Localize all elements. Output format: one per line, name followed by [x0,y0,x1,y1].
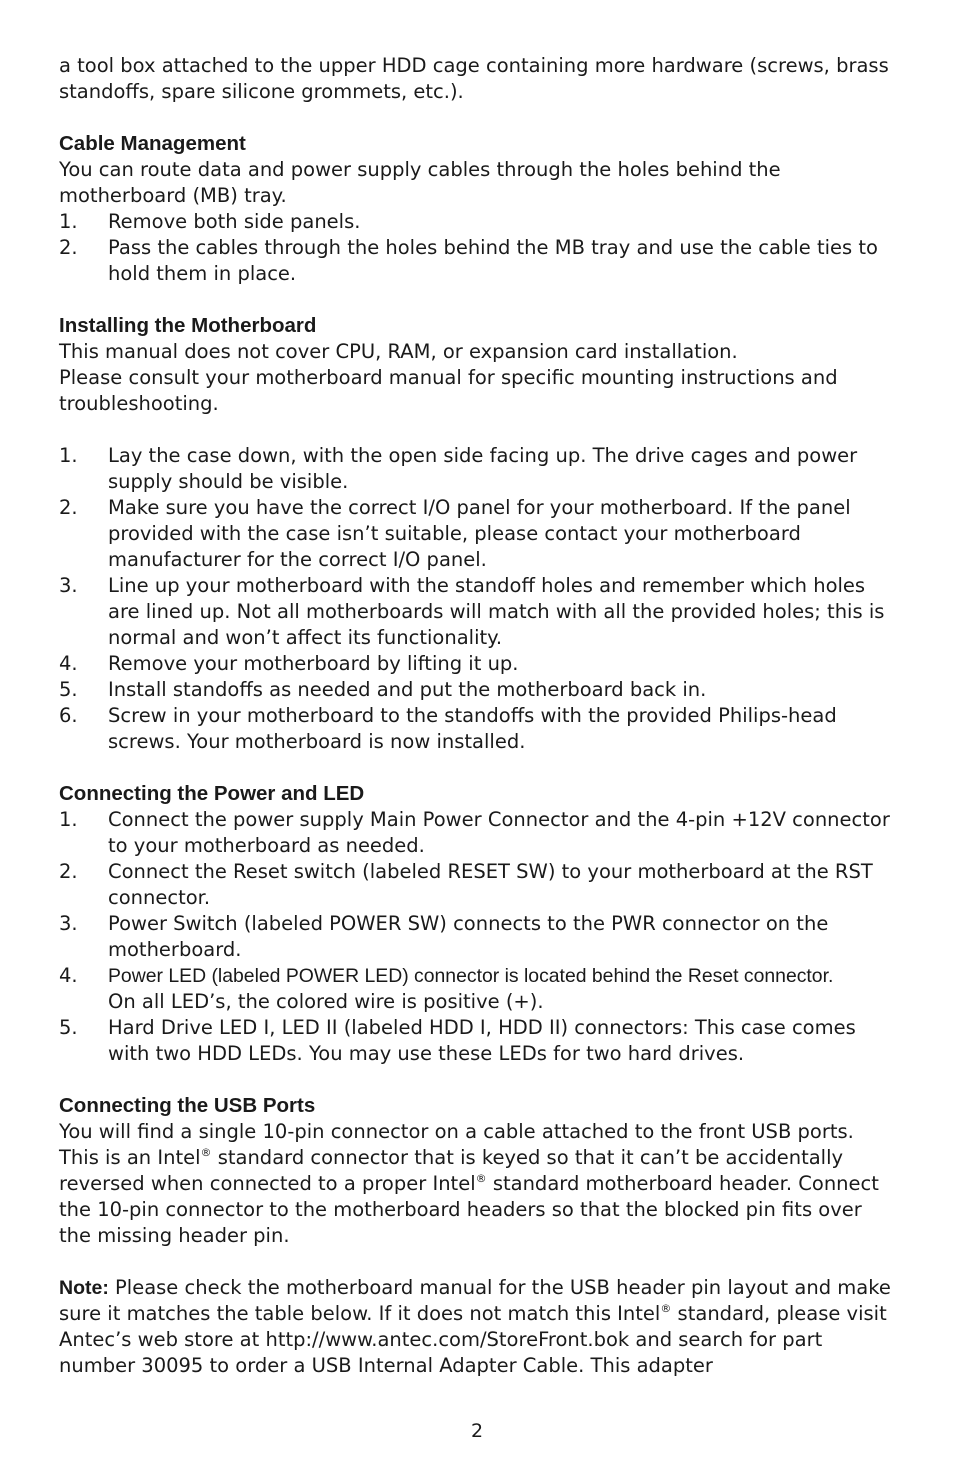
step-text: Remove both side panels. [108,210,361,233]
usb-paragraph: You will find a single 10-pin connector on a cable attached to the front USB ports. This is an Intel® standard connector that is keyed so that it can’t be accidentally reversed when connected to a proper Intel® standard motherboard header. Connect the 10-pin connector to the motherboard headers so that the blocked pin fits over the missing header pin. [59,1120,879,1247]
step-text: Make sure you have the correct I/O panel for your motherboard. If the panel provided with the case isn’t suitable, please contact your motherboard manufacturer for the correct I/O panel. [108,496,851,571]
cable-management-steps [59,209,899,287]
step-number: 2. [59,236,78,259]
usb-note: Note: Please check the motherboard manual for the USB header pin layout and make sure it matches the table below. If it does not match this Intel® standard, please visit Antec’s web store at http://www.antec.com/StoreFront.bok and search for part number 30095 to order a USB Internal Adapter Cable. This adapter [59,1276,891,1377]
cable-management-text: You can route data and power supply cables through the holes behind the motherboard (MB) tray. [59,158,781,207]
step-text: Screw in your motherboard to the standoffs with the provided Philips-head screws. Your motherboard is now installed. [108,704,837,753]
list-item [59,963,899,1015]
list-item [59,443,899,495]
registered-mark: ® [660,1302,672,1315]
step-number: 1. [59,210,78,233]
step-number: 1. [59,444,78,467]
step-number: 4. [59,964,78,987]
list-item [59,495,899,573]
step-number: 5. [59,678,78,701]
step-text: Power LED (labeled POWER LED) connector is located behind the Reset connector. [108,965,834,987]
motherboard-text-1: This manual does not cover CPU, RAM, or expansion card installation. [59,340,738,363]
intro-paragraph: a tool box attached to the upper HDD cage containing more hardware (screws, brass standoffs, spare silicone grommets, etc.). [59,54,889,103]
step-text: Remove your motherboard by lifting it up. [108,652,519,675]
power-led-heading: Connecting the Power and LED [59,782,365,805]
manual-page [59,53,899,1379]
step-number: 5. [59,1016,78,1039]
motherboard-text-2: Please consult your motherboard manual for specific mounting instructions and troubleshooting. [59,366,838,415]
list-item [59,573,899,651]
cable-management-heading: Cable Management [59,132,246,155]
step-text: Connect the Reset switch (labeled RESET SW) to your motherboard at the RST connector. [108,860,873,909]
list-item [59,859,899,911]
note-label: Note: [59,1277,109,1299]
step-number: 6. [59,704,78,727]
motherboard-steps [59,443,899,755]
step-text: Connect the power supply Main Power Connector and the 4-pin +12V connector to your motherboard as needed. [108,808,890,857]
step-text: On all LED’s, the colored wire is positive (+). [108,990,544,1013]
list-item [59,651,899,677]
list-item [59,1015,899,1067]
list-item [59,235,899,287]
usb-ports-heading: Connecting the USB Ports [59,1094,316,1117]
list-item [59,807,899,859]
step-number: 3. [59,912,78,935]
step-number: 2. [59,860,78,883]
step-number: 4. [59,652,78,675]
step-number: 3. [59,574,78,597]
step-number: 1. [59,808,78,831]
step-number: 2. [59,496,78,519]
registered-mark: ® [200,1146,212,1159]
step-text: Power Switch (labeled POWER SW) connects to the PWR connector on the motherboard. [108,912,829,961]
step-text: Install standoffs as needed and put the motherboard back in. [108,678,707,701]
step-text: Line up your motherboard with the standoff holes and remember which holes are lined up. Not all motherboards will match with all the provided holes; this is normal and won’t affect its functionality. [108,574,885,649]
power-led-steps [59,807,899,1067]
page-number: 2 [470,1420,484,1442]
installing-motherboard-heading: Installing the Motherboard [59,314,317,337]
step-text: Lay the case down, with the open side facing up. The drive cages and power supply should be visible. [108,444,858,493]
registered-mark: ® [475,1172,487,1185]
list-item [59,911,899,963]
list-item [59,209,899,235]
list-item [59,677,899,703]
step-text: Hard Drive LED I, LED II (labeled HDD I, HDD II) connectors: This case comes with two HDD LEDs. You may use these LEDs for two hard drives. [108,1016,856,1065]
step-text: Pass the cables through the holes behind the MB tray and use the cable ties to hold them in place. [108,236,878,285]
list-item [59,703,899,755]
